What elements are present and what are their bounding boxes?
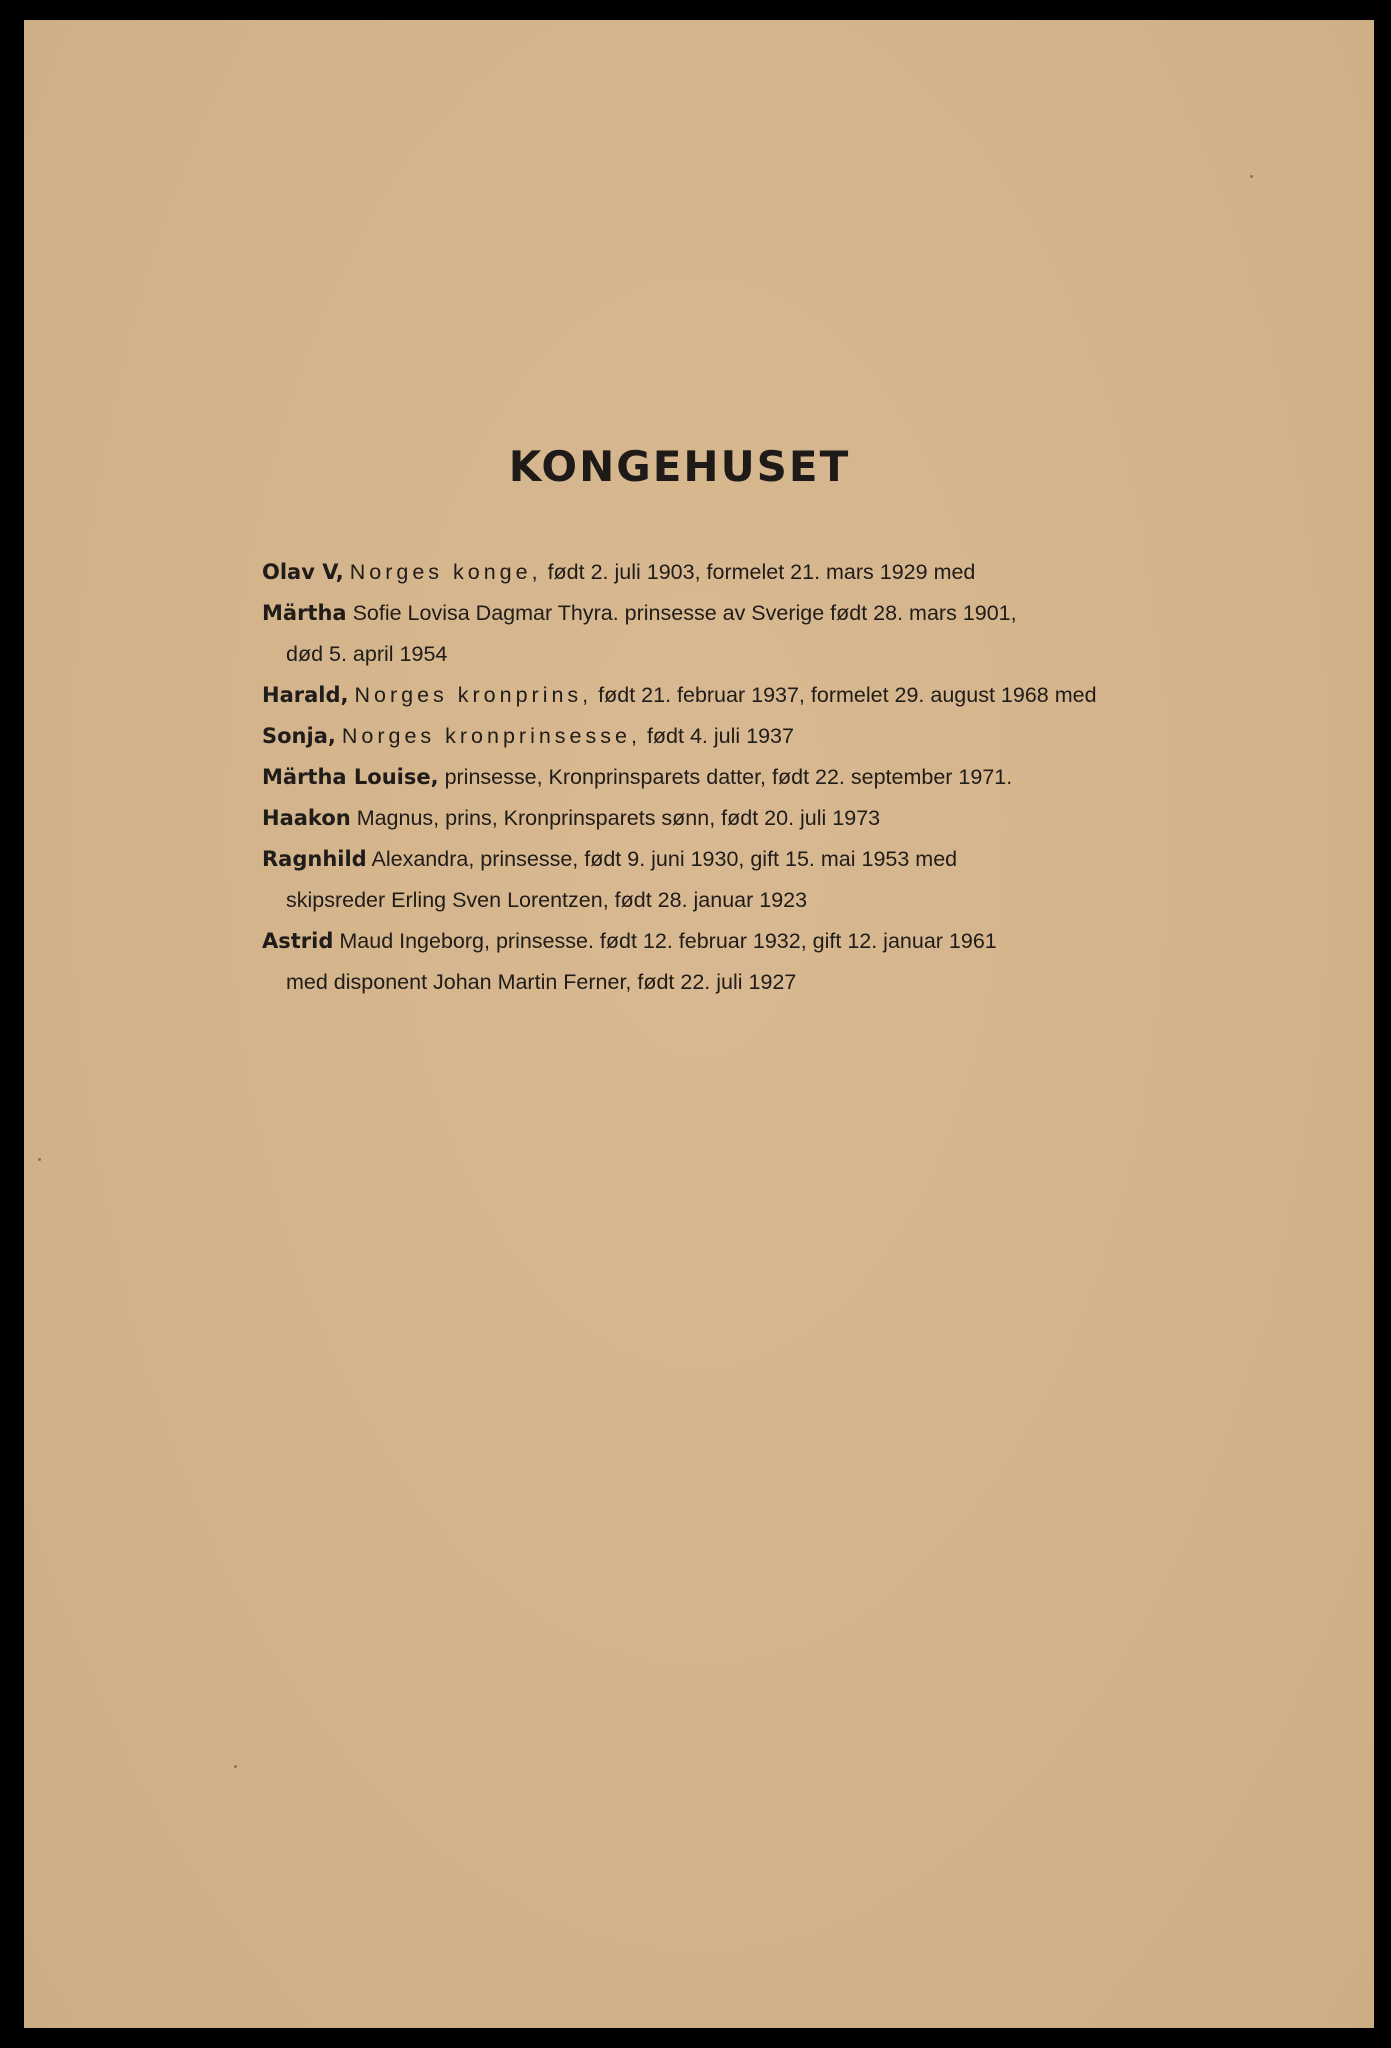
entry-title: Norges konge,: [349, 560, 542, 584]
document-page: [24, 20, 1374, 2028]
entry-details: skipsreder Erling Sven Lorentzen, født 28. januar 1923: [286, 888, 808, 912]
entry-line: [262, 552, 1312, 593]
entry-line: [262, 593, 1312, 634]
entry-name: Astrid: [262, 929, 334, 953]
entry-name: Haakon: [262, 806, 351, 830]
entry-details: prinsesse, Kronprinsparets datter, født 22. september 1971.: [444, 765, 1013, 789]
entry-line: [262, 798, 1312, 839]
entry-details: med disponent Johan Martin Ferner, født 22. juli 1927: [286, 970, 797, 994]
paper-speck: [234, 1765, 237, 1768]
paper-speck: [38, 1158, 41, 1161]
paper-speck: [1250, 175, 1253, 178]
entry-details: Magnus, prins, Kronprinsparets sønn, født 20. juli 1973: [356, 806, 881, 830]
entry-title: Norges kronprins,: [354, 683, 593, 707]
entry-details: født 21. februar 1937, formelet 29. august 1968 med: [598, 683, 1097, 707]
entry-details: født 4. juli 1937: [646, 724, 794, 748]
entry-continuation: [262, 634, 1312, 675]
entry-line: [262, 675, 1312, 716]
entry-name: Ragnhild: [262, 847, 367, 871]
royal-family-list: [262, 552, 1312, 1003]
entry-continuation: [262, 880, 1312, 921]
entry-title: Norges kronprinsesse,: [341, 724, 641, 748]
entry-details: Alexandra, prinsesse, født 9. juni 1930, gift 15. mai 1953 med: [371, 847, 958, 871]
entry-line: [262, 839, 1312, 880]
entry-line: [262, 757, 1312, 798]
entry-line: [262, 921, 1312, 962]
entry-details: født 2. juli 1903, formelet 21. mars 1929 med: [547, 560, 976, 584]
entry-name: Harald,: [262, 683, 349, 707]
entry-name: Sonja,: [262, 724, 336, 748]
entry-details: Sofie Lovisa Dagmar Thyra. prinsesse av Sverige født 28. mars 1901,: [352, 601, 1017, 625]
entry-details: Maud Ingeborg, prinsesse. født 12. februar 1932, gift 12. januar 1961: [339, 929, 997, 953]
entry-name: Olav V,: [262, 560, 344, 584]
entry-name: Märtha: [262, 601, 347, 625]
entry-continuation: [262, 962, 1312, 1003]
page-title: KONGEHUSET: [508, 442, 851, 491]
entry-details: død 5. april 1954: [286, 642, 448, 666]
entry-name: Märtha Louise,: [262, 765, 439, 789]
entry-line: [262, 716, 1312, 757]
